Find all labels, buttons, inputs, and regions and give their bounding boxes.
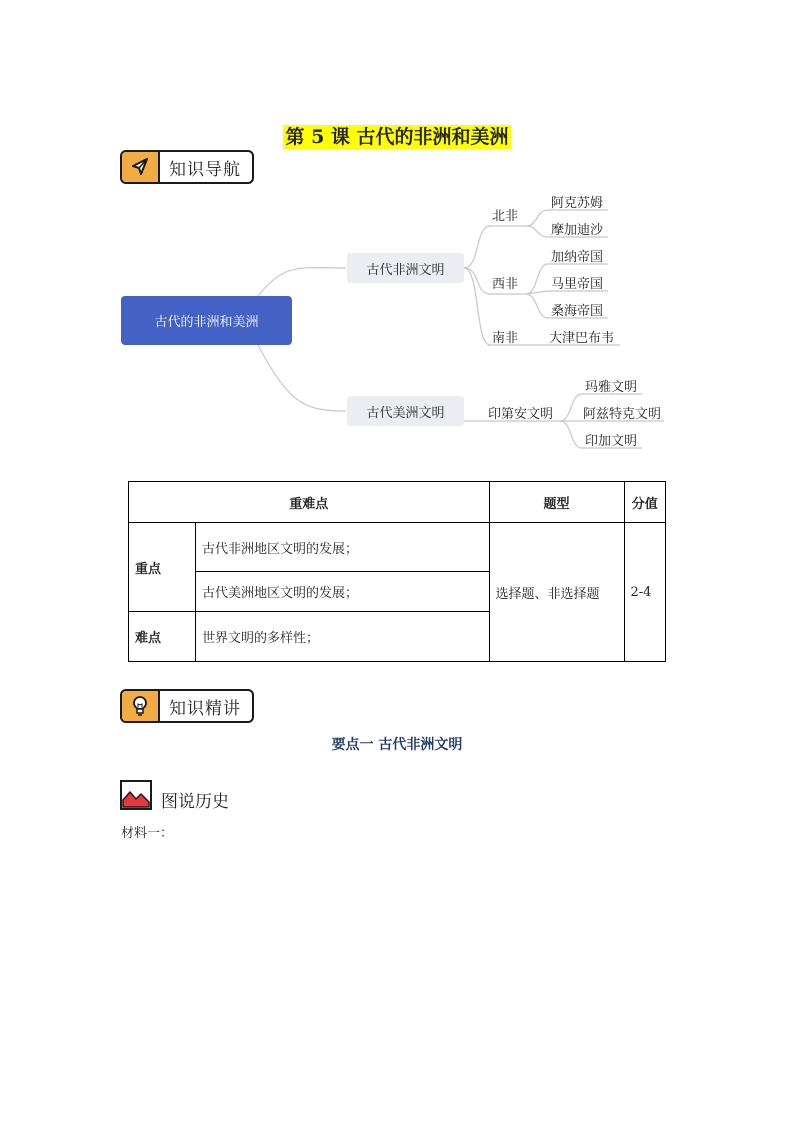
knowledge-explain-label: 知识精讲 bbox=[169, 698, 241, 719]
lesson-title-text: 第 5 课 古代的非洲和美洲 bbox=[285, 126, 509, 148]
hard-item: 世界文明的多样性； bbox=[196, 612, 490, 662]
mindmap-node-africa: 古代非洲文明 bbox=[347, 253, 464, 283]
question-type-cell: 选择题、非选择题 bbox=[489, 523, 624, 662]
mindmap-root: 古代的非洲和美洲 bbox=[121, 296, 292, 345]
knowledge-nav-label: 知识导航 bbox=[169, 159, 241, 180]
mindmap-leaf: 阿克苏姆 bbox=[551, 196, 604, 211]
key-item: 古代美洲地区文明的发展； bbox=[196, 572, 490, 612]
mindmap-leaf: 加纳帝国 bbox=[551, 250, 604, 265]
key-point-heading: 要点一 古代非洲文明 bbox=[331, 737, 463, 753]
header-difficulty: 重难点 bbox=[129, 482, 490, 523]
header-score: 分值 bbox=[624, 482, 666, 523]
material-label: 材料一： bbox=[121, 826, 174, 841]
mindmap-leaf: 摩加迪沙 bbox=[551, 223, 604, 238]
lightbulb-icon bbox=[122, 691, 160, 721]
mindmap-leaf: 马里帝国 bbox=[551, 277, 604, 292]
mountain-picture-icon bbox=[120, 780, 152, 810]
mindmap-leaf: 阿兹特克文明 bbox=[583, 407, 662, 422]
key-label: 重点 bbox=[129, 523, 196, 612]
mindmap-leaf: 桑海帝国 bbox=[551, 304, 604, 319]
hard-label: 难点 bbox=[129, 612, 196, 662]
knowledge-explain-header bbox=[120, 689, 254, 723]
mindmap-leaf: 大津巴布韦 bbox=[549, 331, 615, 346]
mindmap-leaf: 印加文明 bbox=[585, 434, 638, 449]
mindmap-node-south-africa: 南非 bbox=[492, 331, 519, 346]
mindmap-node-america: 古代美洲文明 bbox=[347, 396, 464, 426]
key-item: 古代非洲地区文明的发展； bbox=[196, 523, 490, 572]
header-question-type: 题型 bbox=[489, 482, 624, 523]
score-cell: 2-4 bbox=[624, 523, 666, 662]
mindmap-node-west-africa: 西非 bbox=[492, 277, 519, 292]
illustration-label: 图说历史 bbox=[161, 792, 229, 812]
key-points-table bbox=[128, 481, 666, 662]
mindmap-node-indian: 印第安文明 bbox=[488, 407, 554, 422]
mindmap-leaf: 玛雅文明 bbox=[585, 380, 638, 395]
mindmap-node-north-africa: 北非 bbox=[492, 209, 519, 224]
